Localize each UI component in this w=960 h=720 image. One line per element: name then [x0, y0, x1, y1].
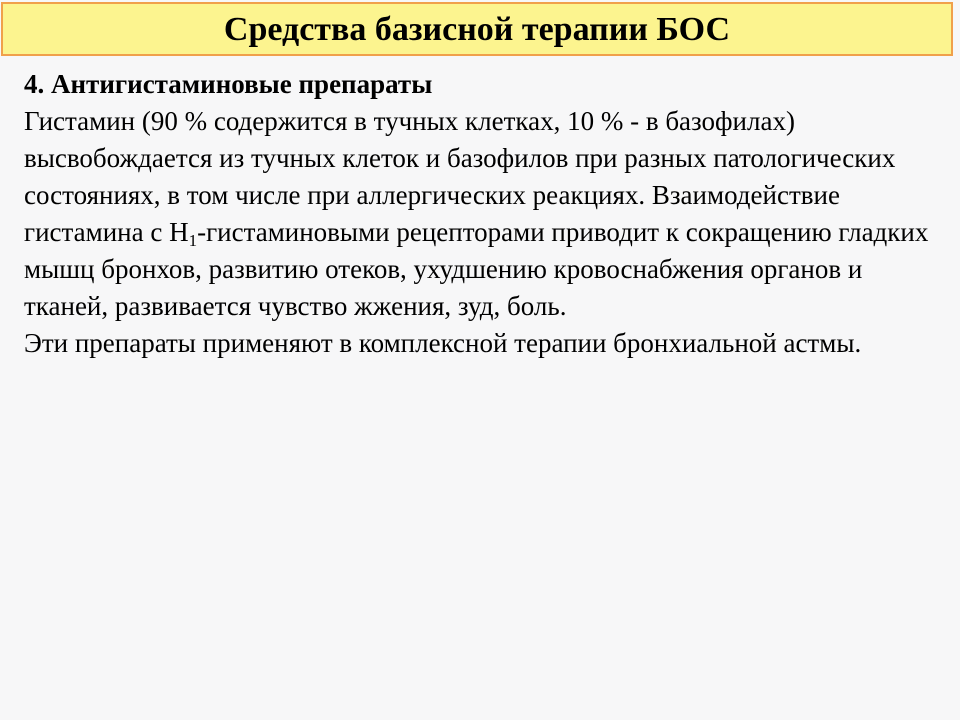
slide-title-box	[1, 2, 953, 56]
paragraph-histamine-part-after: -гистаминовыми рецепторами приводит к сокращению гладких мышц бронхов, развитию отеков, ухудшению кровоснабжения органов и тканей, развивается чувство жжения, зуд, боль.	[24, 217, 929, 321]
paragraph-histamine	[24, 103, 944, 325]
h1-subscript: 1	[188, 231, 198, 250]
slide-content	[24, 66, 944, 362]
section-heading: 4. Антигистаминовые препараты	[24, 69, 433, 99]
paragraph-histamine-part-before: Гистамин (90 % содержится в тучных клетках, 10 % - в базофилах) высвобождается из тучных клеток и базофилов при разных патологических состояниях, в том числе при аллергических реакциях. Взаимодействие гистамина с Н	[24, 106, 896, 247]
paragraph-usage: Эти препараты применяют в комплексной терапии бронхиальной астмы.	[24, 328, 862, 358]
slide-title: Средства базисной терапии БОС	[223, 11, 731, 48]
